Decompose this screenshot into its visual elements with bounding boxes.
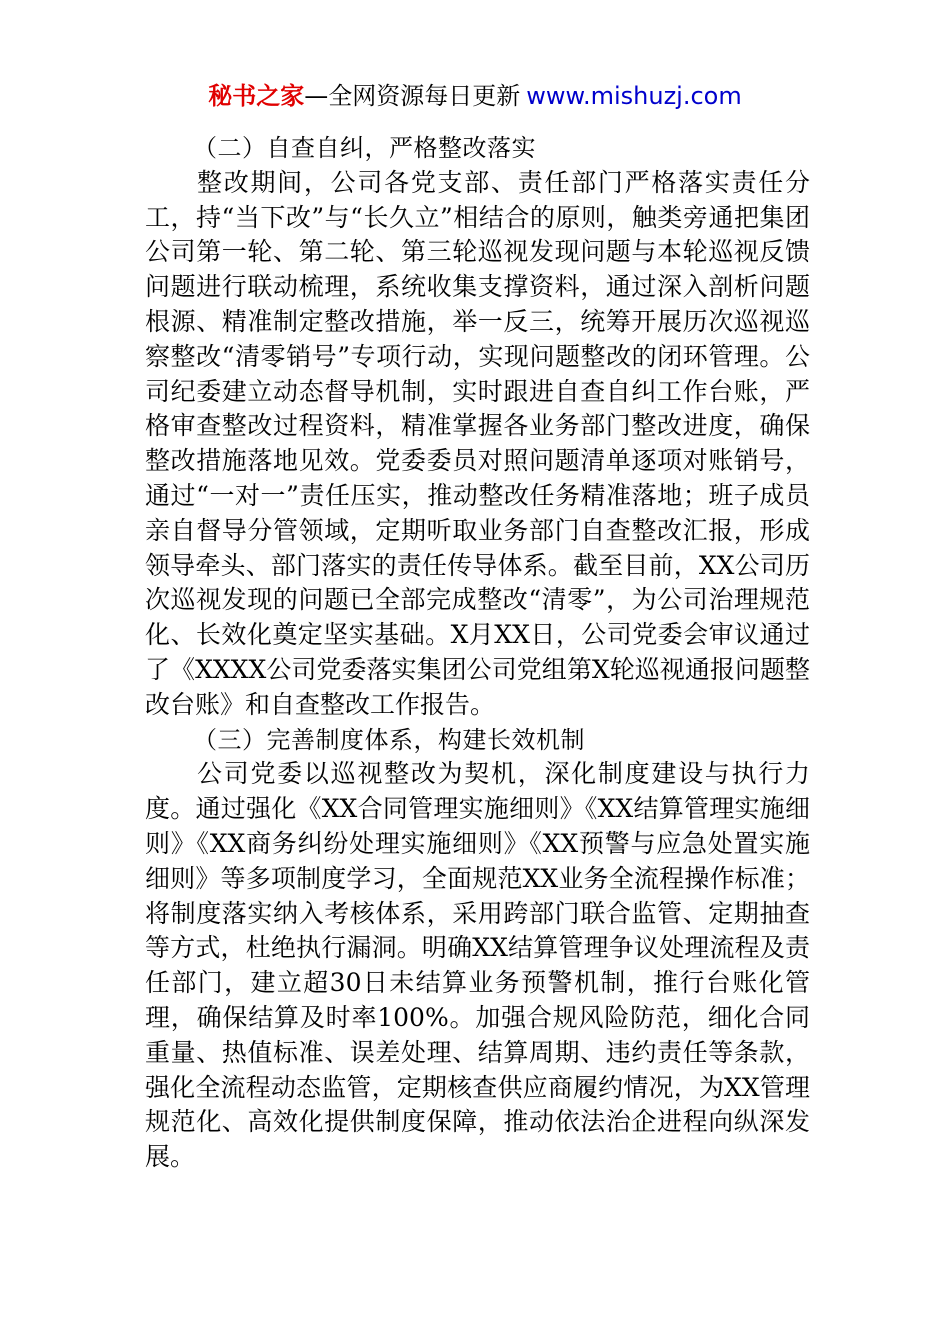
site-header xyxy=(0,80,950,112)
brand-name: 秘书之家 xyxy=(208,82,305,110)
site-url-link[interactable]: www.mishuzj.com xyxy=(526,82,742,110)
header-tagline: —全网资源每日更新 xyxy=(304,82,521,110)
section-paragraph-3: 公司党委以巡视整改为契机，深化制度建设与执行力度。通过强化《XX合同管理实施细则》《XX结算管理实施细则》《XX商务纠纷处理实施细则》《XX预警与应急处置实施细则》等多项制度学习，全面规范XX业务全流程操作标准；将制度落实纳入考核体系，采用跨部门联合监管、定期抽查等方式，杜绝执行漏洞。明确XX结算管理争议处理流程及责任部门，建立超30日未结算业务预警机制，推行台账化管理，确保结算及时率100%。加强合规风险防范，细化合同重量、热值标准、误差处理、结算周期、违约责任等条款，强化全流程动态监管，定期核查供应商履约情况，为XX管理规范化、高效化提供制度保障，推动依法治企进程向纵深发展。 xyxy=(145,759,810,1172)
section-heading-2: （二）自查自纠，严格整改落实 xyxy=(193,134,536,162)
section-paragraph-2: 整改期间，公司各党支部、责任部门严格落实责任分工，持“当下改”与“长久立”相结合的原则，触类旁通把集团公司第一轮、第二轮、第三轮巡视发现问题与本轮巡视反馈问题进行联动梳理，系统收集支撑资料，通过深入剖析问题根源、精准制定整改措施，举一反三，统筹开展历次巡视巡察整改“清零销号”专项行动，实现问题整改的闭环管理。公司纪委建立动态督导机制，实时跟进自查自纠工作台账，严格审查整改过程资料，精准掌握各业务部门整改进度，确保整改措施落地见效。党委委员对照问题清单逐项对账销号，通过“一对一”责任压实，推动整改任务精准落地；班子成员亲自督导分管领域，定期听取业务部门自查整改汇报，形成领导牵头、部门落实的责任传导体系。截至目前，XX公司历次巡视发现的问题已全部完成整改“清零”，为公司治理规范化、长效化奠定坚实基础。X月XX日，公司党委会审议通过了《XXXX公司党委落实集团公司党组第X轮巡视通报问题整改台账》和自查整改工作报告。 xyxy=(145,167,810,719)
section-heading-3: （三）完善制度体系，构建长效机制 xyxy=(193,725,585,754)
document-body xyxy=(145,131,810,1175)
